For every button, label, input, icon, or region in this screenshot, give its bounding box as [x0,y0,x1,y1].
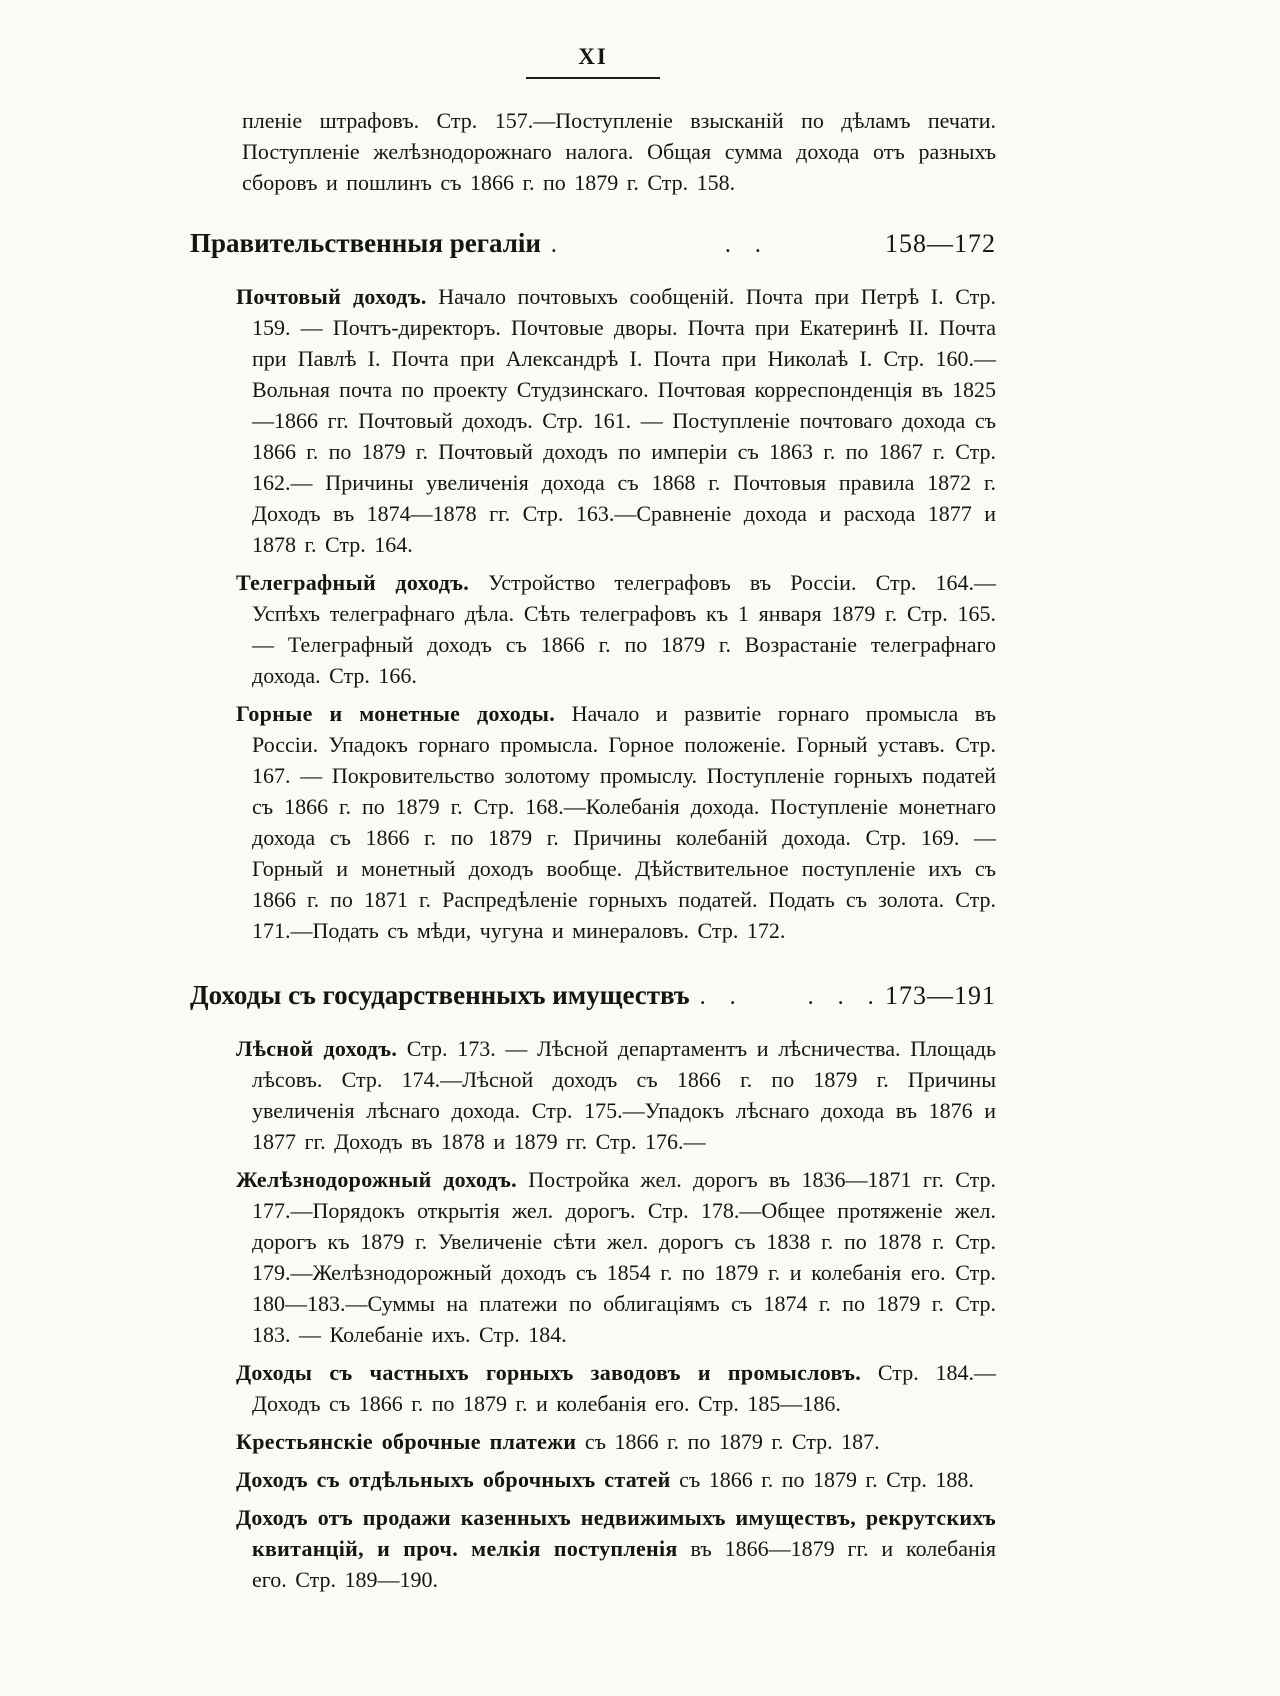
dot-leader: . . . . . [699,984,874,1010]
entry-lead: Доходъ съ отдѣльныхъ оброчныхъ статей [236,1467,671,1492]
section-title: Доходы съ государственныхъ имуществъ [190,980,690,1010]
entry-lead: Крестьянскіе оброчные платежи [236,1429,577,1454]
section-page-range: 173—191 [885,981,996,1010]
section-heading [190,228,996,259]
entry-lead: Почтовый доходъ. [236,284,427,309]
toc-section-regalii [190,228,996,946]
toc-intro-fragment: пленіе штрафовъ. Стр. 157.—Поступленіе взысканій по дѣламъ печати. Поступленіе желѣзнодорожнаго налога. Общая сумма дохода отъ разныхъ сборовъ и пошлинъ съ 1866 г. по 1879 г. Стр. 158. [242,108,996,195]
header-rule [526,77,660,79]
entry-text: съ 1866 г. по 1879 г. Стр. 188. [679,1467,974,1492]
entry-text: Начало и развитіе горнаго промысла въ Россіи. Упадокъ горнаго промысла. Горное положеніе. Горный уставъ. Стр. 167. — Покровительство золотому промыслу. Поступленіе горныхъ податей съ 1866 г. по 1879 г. Стр. 168.—Колебанія дохода. Поступленіе монетнаго дохода съ 1866 г. по 1879 г. Причины колебаній дохода. Стр. 169. — Горный и монетный доходъ вообще. Дѣйствительное поступленіе ихъ съ 1866 г. по 1871 г. Распредѣленіе горныхъ податей. Подать съ золота. Стр. 171.—Подать съ мѣди, чугуна и минераловъ. Стр. 172. [252,701,996,943]
entry-lead: Телеграфный доходъ. [236,570,470,595]
dot-leader: . . . [550,232,761,258]
entry-lead: Доходъ отъ продажи казенныхъ недвижимыхъ имуществъ, рекрутскихъ квитанцій, и проч. мелкія поступленія [236,1505,996,1561]
toc-section-gos-imushchestva [190,980,996,1595]
entry-text: Постройка жел. дорогъ въ 1836—1871 гг. Стр. 177.—Порядокъ открытія жел. дорогъ. Стр. 178.—Общее протяженіе жел. дорогъ къ 1879 г. Увеличеніе сѣти жел. дорогъ съ 1838 г. по 1878 г. Стр. 179.—Желѣзнодорожный доходъ съ 1854 г. по 1879 г. и колебанія его. Стр. 180—183.—Суммы на платежи по облигаціямъ съ 1874 г. по 1879 г. Стр. 183. — Колебаніе ихъ. Стр. 184. [252,1167,996,1347]
entry-text: Устройство телеграфовъ въ Россіи. Стр. 164.— Успѣхъ телеграфнаго дѣла. Сѣть телеграфовъ къ 1 января 1879 г. Стр. 165.— Телеграфный доходъ съ 1866 г. по 1879 г. Возрастаніе телеграфнаго дохода. Стр. 166. [252,570,997,688]
entry-lead: Горные и монетные доходы. [236,701,556,726]
toc-entry-chastnye-zavody [190,1357,996,1419]
section-heading [190,980,996,1011]
toc-entry-telegrafnyi [190,567,996,691]
toc-entry-gornye-monetnye [190,698,996,946]
toc-entry-krestyanskie-platezhi [190,1426,996,1457]
page-number: XI [578,44,608,69]
section-title: Правительственныя регаліи [190,228,541,258]
entry-lead: Доходы съ частныхъ горныхъ заводовъ и промысловъ. [236,1360,862,1385]
toc-entry-obrochnye-stati [190,1464,996,1495]
entry-text: въ 1866—1879 гг. и колебанія его. Стр. 189—190. [252,1536,997,1592]
toc-entry-zheleznodorozhnyi [190,1164,996,1350]
toc-entry-lesnoi [190,1033,996,1157]
entry-text: Начало почтовыхъ сообщеній. Почта при Петрѣ I. Стр. 159. — Почтъ-директоръ. Почтовые дворы. Почта при Екатеринѣ II. Почта при Павлѣ I. Почта при Александрѣ I. Почта при Николаѣ I. Стр. 160.—Вольная почта по проекту Студзинскаго. Почтовая корреспонденція въ 1825—1866 гг. Почтовый доходъ. Стр. 161. — Поступленіе почтоваго дохода съ 1866 г. по 1879 г. Почтовый доходъ по имперіи съ 1863 г. по 1867 г. Стр. 162.— Причины увеличенія дохода съ 1868 г. Почтовыя правила 1872 г. Доходъ въ 1874—1878 гг. Стр. 163.—Сравненіе дохода и расхода 1877 и 1878 г. Стр. 164. [252,284,996,557]
page-content [190,44,996,1602]
section-page-range: 158—172 [885,229,996,258]
entry-text: съ 1866 г. по 1879 г. Стр. 187. [584,1429,880,1454]
toc-entry-pochtovyi [190,281,996,560]
entry-text: Стр. 184.— Доходъ съ 1866 г. по 1879 г. и колебанія его. Стр. 185—186. [252,1360,996,1416]
toc-entry-prodazha-imushchestv [190,1502,996,1595]
entry-lead: Лѣсной доходъ. [236,1036,398,1061]
entry-lead: Желѣзнодорожный доходъ. [236,1167,517,1192]
entry-text: Стр. 173. — Лѣсной департаментъ и лѣсничества. Площадь лѣсовъ. Стр. 174.—Лѣсной доходъ съ 1866 г. по 1879 г. Причины увеличенія лѣснаго дохода. Стр. 175.—Упадокъ лѣснаго дохода въ 1876 и 1877 гг. Доходъ въ 1878 и 1879 гг. Стр. 176.— [252,1036,996,1154]
page-header [190,44,996,79]
